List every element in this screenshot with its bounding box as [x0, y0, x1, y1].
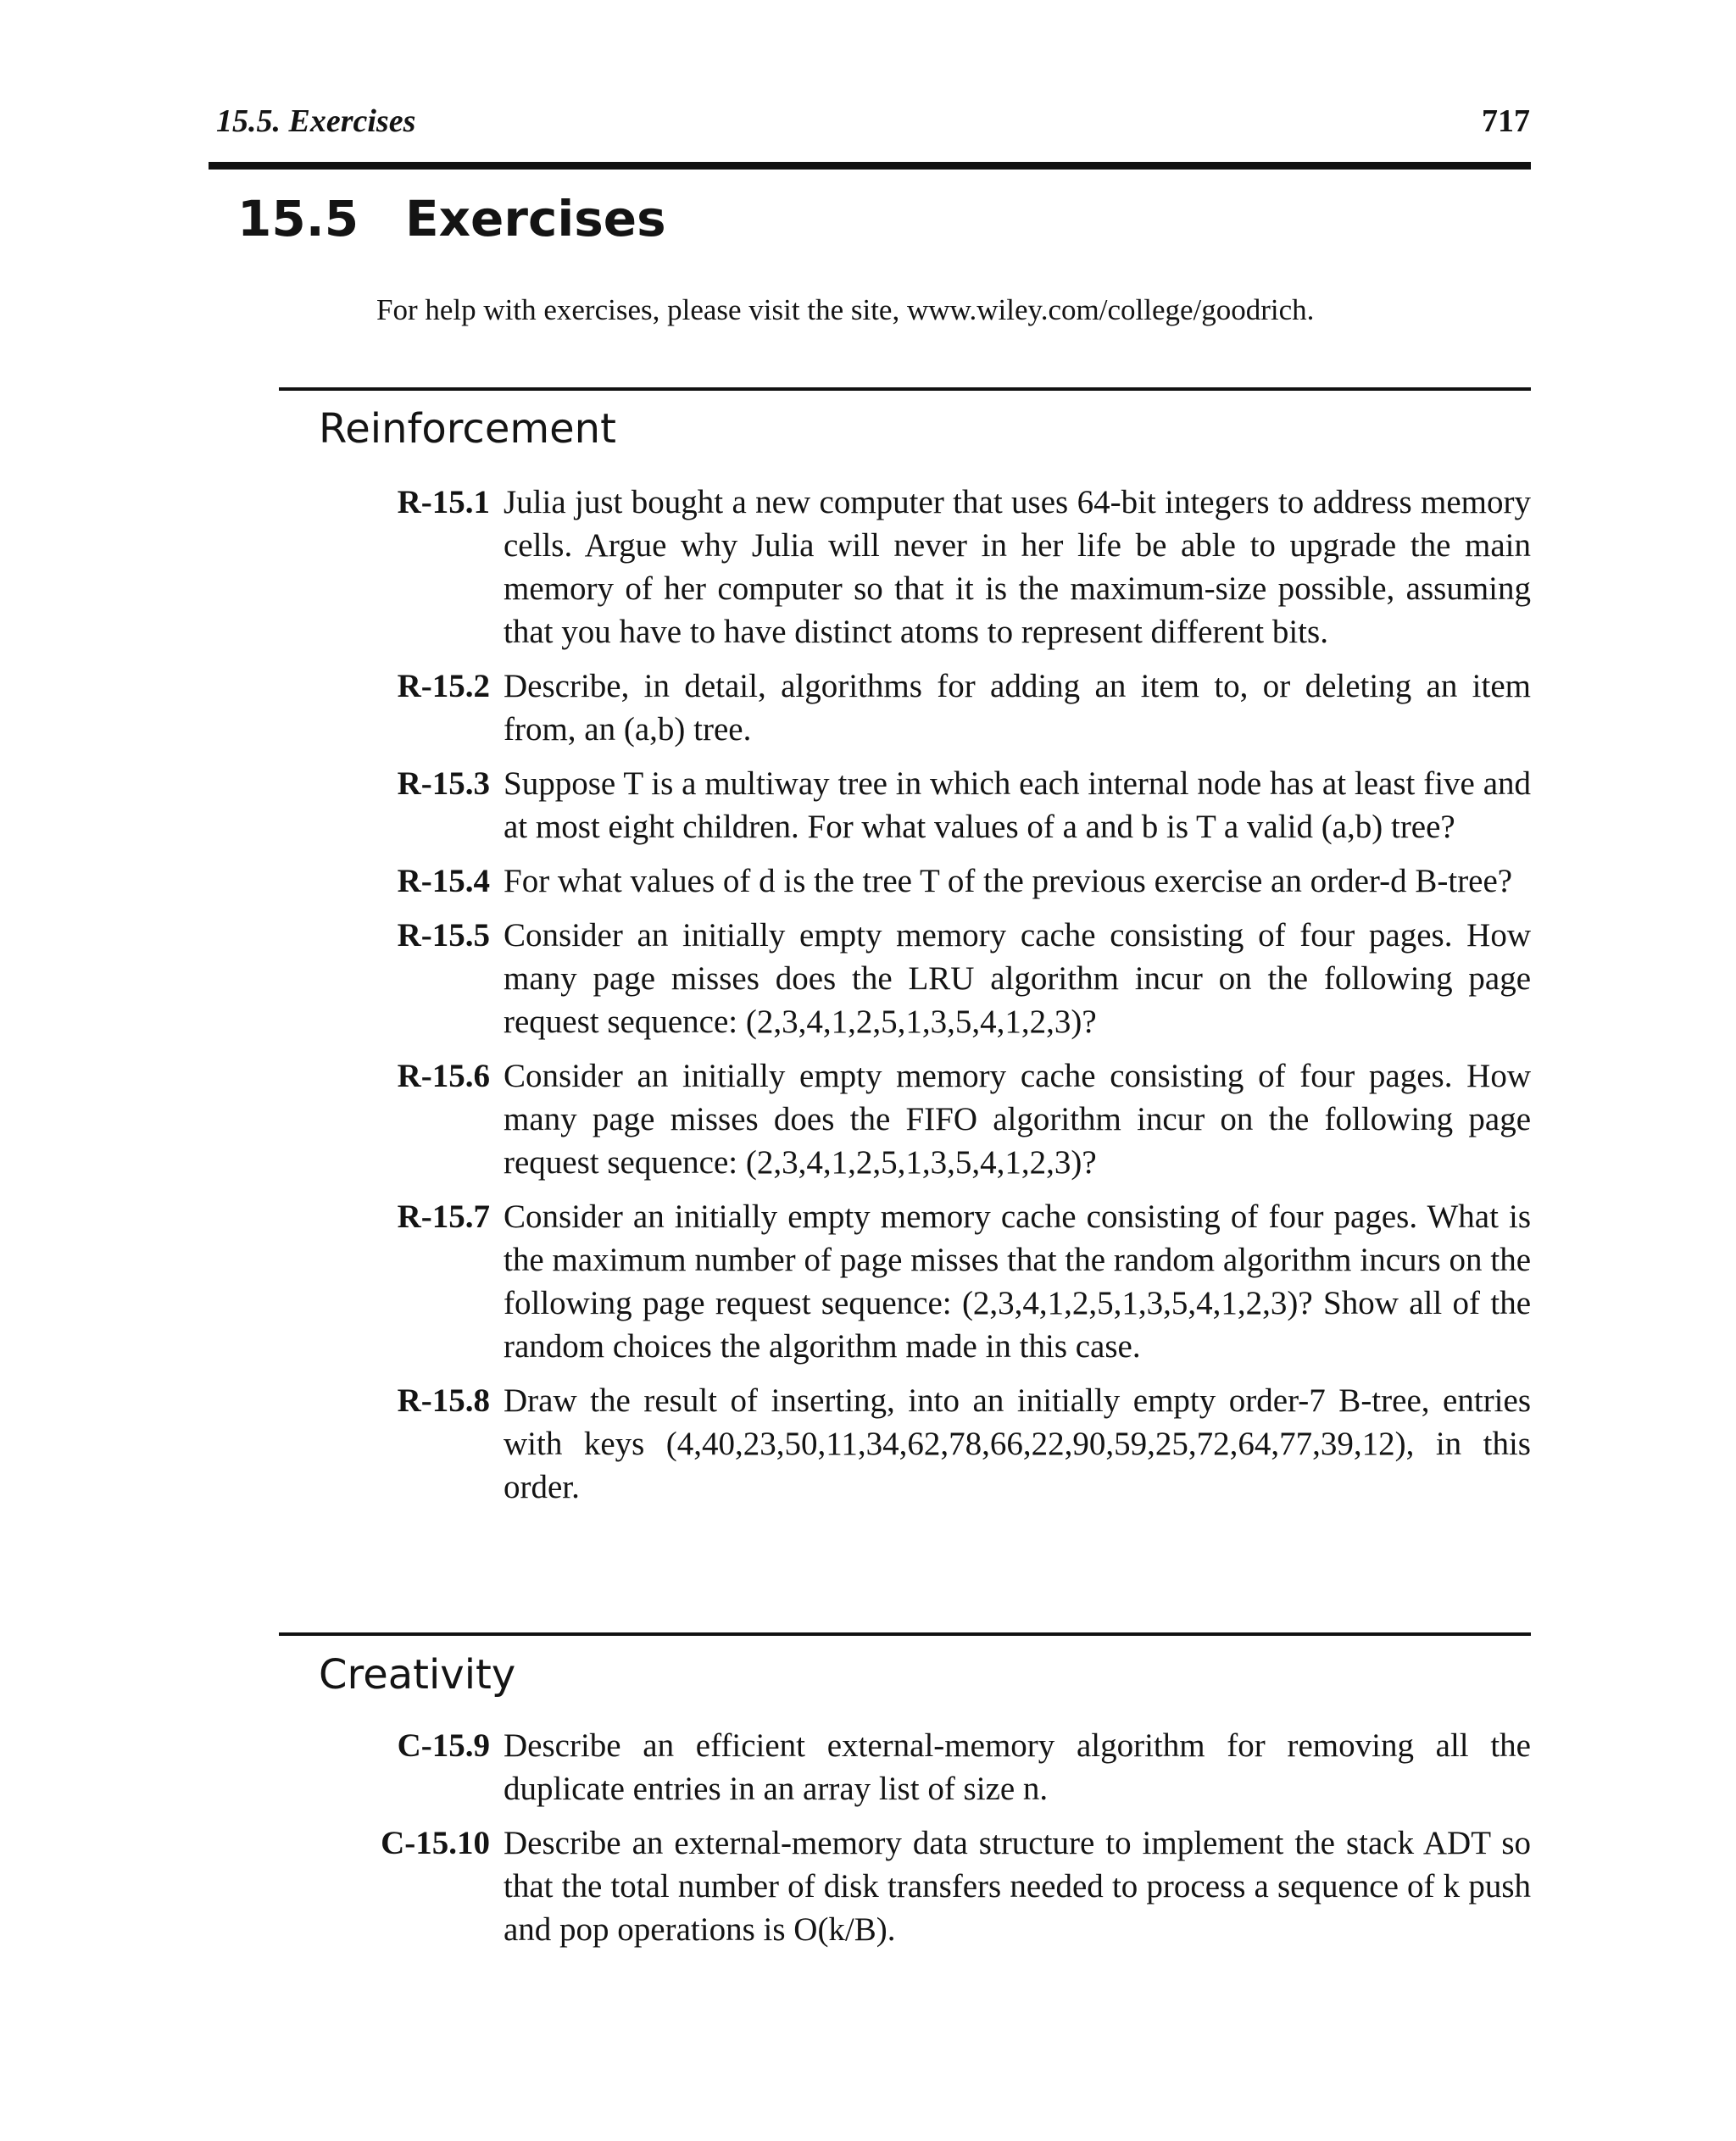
- help-note: For help with exercises, please visit the site, www.wiley.com/college/goodrich.: [376, 293, 1315, 326]
- creativity-rule: [279, 1632, 1531, 1636]
- reinforcement-exercises: [339, 481, 1531, 1520]
- exercise-label: R-15.3: [397, 765, 490, 802]
- exercise-r-15-8: [339, 1379, 1531, 1509]
- header-rule: [209, 162, 1531, 170]
- exercise-text: Describe an external-memory data structure to implement the stack ADT so that the total number of disk transfers needed to process a sequence of k push and pop operations is O(k/B).: [504, 1825, 1531, 1948]
- exercise-label: R-15.4: [397, 863, 490, 899]
- exercise-text: Describe an efficient external-memory algorithm for removing all the duplicate entries in an array list of size n.: [504, 1727, 1531, 1807]
- exercise-text: Consider an initially empty memory cache consisting of four pages. What is the maximum number of page misses that the random algorithm incurs on the following page request sequence: (2,3,4,1,2,5,1,3,5,4,1,2,3)? Show all of the random choices the algorithm made in this case.: [504, 1198, 1531, 1365]
- exercise-r-15-3: [339, 762, 1531, 848]
- page-number: 717: [1482, 103, 1530, 139]
- exercise-r-15-7: [339, 1195, 1531, 1368]
- running-title: 15.5. Exercises: [216, 103, 416, 139]
- creativity-heading: Creativity: [319, 1651, 516, 1699]
- exercise-r-15-2: [339, 665, 1531, 751]
- exercise-text: Draw the result of inserting, into an initially empty order-7 B-tree, entries with keys (4,40,23,50,11,34,62,78,66,22,90,59,25,72,64,77,39,12), in this order.: [504, 1382, 1531, 1505]
- exercise-r-15-1: [339, 481, 1531, 653]
- exercise-text: Julia just bought a new computer that uses 64-bit integers to address memory cells. Argue why Julia will never in her life be able to upgrade the main memory of her computer so that it is the maximum-size possible, assuming that you have to have distinct atoms to represent different bits.: [504, 484, 1531, 650]
- exercise-c-15-9: [339, 1724, 1531, 1810]
- exercise-label: R-15.8: [397, 1382, 490, 1419]
- exercise-text: Describe, in detail, algorithms for adding an item to, or deleting an item from, an (a,b) tree.: [504, 668, 1531, 748]
- exercise-label: C-15.9: [397, 1727, 490, 1764]
- exercise-text: Suppose T is a multiway tree in which each internal node has at least five and at most eight children. For what values of a and b is T a valid (a,b) tree?: [504, 765, 1531, 845]
- exercise-text: Consider an initially empty memory cache consisting of four pages. How many page misses does the FIFO algorithm incur on the following page request sequence: (2,3,4,1,2,5,1,3,5,4,1,2,3)?: [504, 1058, 1531, 1181]
- section-number: 15.5: [237, 190, 359, 247]
- exercise-r-15-6: [339, 1054, 1531, 1184]
- exercise-r-15-5: [339, 914, 1531, 1043]
- exercise-label: R-15.5: [397, 917, 490, 954]
- reinforcement-rule: [279, 387, 1531, 391]
- section-title-text: Exercises: [405, 190, 666, 247]
- creativity-exercises: [339, 1724, 1531, 1962]
- exercise-r-15-4: [339, 859, 1531, 903]
- section-title: [237, 185, 666, 253]
- exercise-text: Consider an initially empty memory cache consisting of four pages. How many page misses does the LRU algorithm incur on the following page request sequence: (2,3,4,1,2,5,1,3,5,4,1,2,3)?: [504, 917, 1531, 1040]
- exercise-label: R-15.7: [397, 1198, 490, 1235]
- exercise-text: For what values of d is the tree T of the previous exercise an order-d B-tree?: [504, 863, 1513, 899]
- exercise-label: C-15.10: [381, 1825, 490, 1861]
- exercise-label: R-15.6: [397, 1058, 490, 1094]
- reinforcement-heading: Reinforcement: [319, 405, 616, 453]
- exercise-label: R-15.2: [397, 668, 490, 704]
- exercise-label: R-15.1: [397, 484, 490, 520]
- exercise-c-15-10: [339, 1821, 1531, 1951]
- running-head: [216, 100, 1530, 142]
